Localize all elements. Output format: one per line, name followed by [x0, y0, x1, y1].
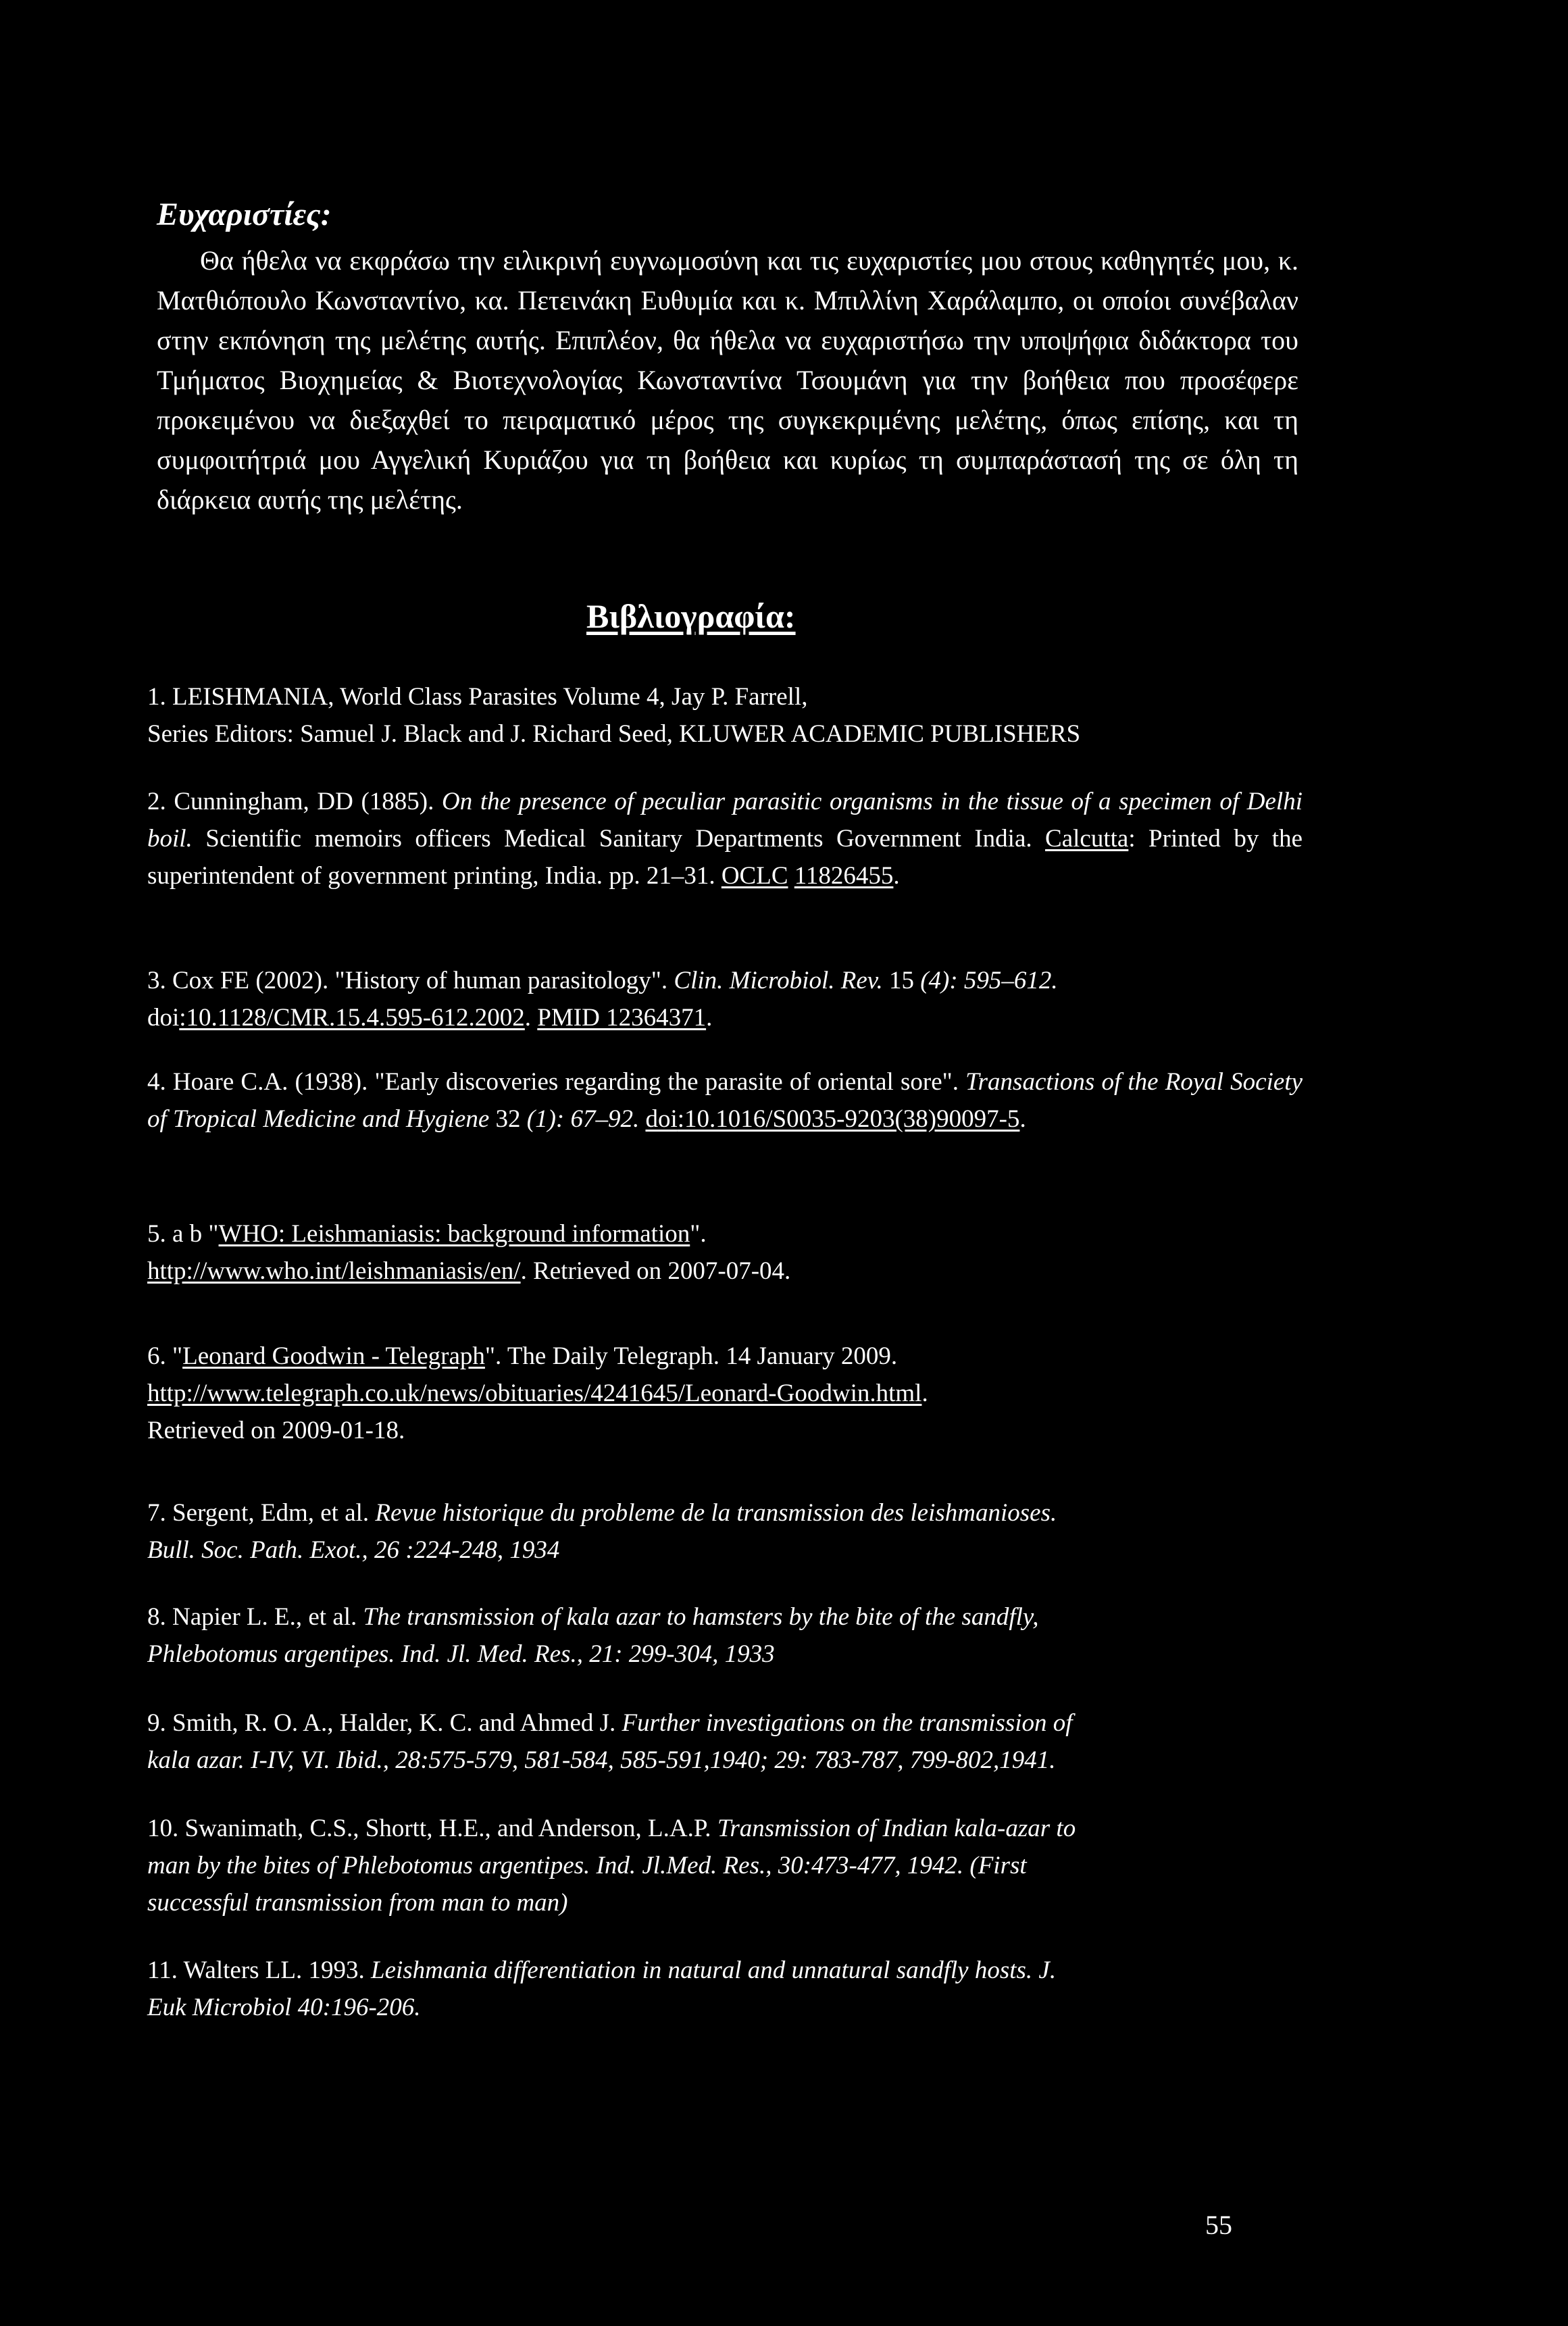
reference-2-source: Scientific memoirs officers Medical Sanitary Departments Government India. [192, 825, 1046, 853]
reference-10-line-2: man by the bites of Phlebotomus argentipes. Ind. Jl.Med. Res., 30:473-477, 1942. (First [147, 1852, 1027, 1879]
reference-2-pages: pp. 21–31. [609, 862, 722, 890]
reference-7-line-2: Bull. Soc. Path. Exot., 26 :224-248, 1934 [147, 1536, 560, 1564]
reference-2-oclc-number-link[interactable]: 11826455 [794, 862, 894, 890]
reference-9 [147, 1704, 1303, 1779]
reference-4-end: . [1019, 1105, 1026, 1133]
reference-7-line-1 [147, 1494, 1303, 1532]
reference-11 [147, 1952, 1303, 2026]
reference-2-publisher: : Printed by the superintendent of government printing, India. [147, 825, 1303, 890]
reference-6-line-1 [147, 1338, 1303, 1375]
page-number: 55 [1205, 2210, 1232, 2240]
reference-7 [147, 1494, 1303, 1569]
reference-10 [147, 1810, 1303, 1921]
reference-5-prefix: 5. a b " [147, 1220, 219, 1248]
reference-8 [147, 1598, 1303, 1673]
reference-2-oclc-link[interactable]: OCLC [721, 862, 788, 890]
reference-3-volume: 15 [882, 967, 921, 994]
reference-3-pmid-link[interactable]: PMID 12364371 [537, 1004, 707, 1032]
acknowledgements-paragraph: Θα ήθελα να εκφράσω την ειλικρινή ευγνωμοσύνη και τις ευχαριστίες μου στους καθηγητές μου, κ. Ματθιόπουλο Κωνσταντίνο, κα. Πετεινάκη Ευθυμία και κ. Μπιλλίνη Χαράλαμπο, οι οποίοι συνέβαλαν στην εκπόνηση της μελέτης αυτής. Επιπλέον, θα ήθελα να ευχαριστήσω την υποψήφια διδάκτορα του Τμήματος Βιοχημείας & Βιοτεχνολογίας Κωνσταντίνα Τσουμάνη για την βοήθεια που προσέφερε προκειμένου να διεξαχθεί το πειραματικό μέρος της συγκεκριμένης μελέτης, όπως επίσης, και τη συμφοιτήτριά μου Αγγελική Κυριάζου για τη βοήθεια και κυρίως τη συμπαράστασή της σε όλη τη διάρκεια αυτής της μελέτης. [157, 245, 1298, 515]
reference-8-line-2: Phlebotomus argentipes. Ind. Jl. Med. Res., 21: 299-304, 1933 [147, 1640, 775, 1668]
reference-3-doi-link[interactable]: :10.1128/CMR.15.4.595-612.2002 [179, 1004, 525, 1032]
reference-2-end: . [893, 862, 900, 890]
reference-9-authors: 9. Smith, R. O. A., Halder, K. C. and Ahmed J. [147, 1709, 622, 1737]
reference-5-line-1 [147, 1215, 1303, 1253]
acknowledgements-body [157, 241, 1298, 520]
reference-9-line-2: kala azar. I-IV, VI. Ibid., 28:575-579, 581-584, 585-591,1940; 29: 783-787, 799-802,1941. [147, 1746, 1056, 1774]
reference-10-line-3: successful transmission from man to man) [147, 1889, 568, 1917]
reference-8-line-1 [147, 1598, 1303, 1636]
reference-6-title-link[interactable]: Leonard Goodwin - Telegraph [182, 1342, 485, 1370]
reference-4-journal: Transactions of the Royal Society of Tropical Medicine and Hygiene [147, 1068, 1303, 1133]
reference-8-authors: 8. Napier L. E., et al. [147, 1603, 363, 1631]
reference-2-city-link[interactable]: Calcutta [1045, 825, 1129, 853]
reference-11-line-1 [147, 1952, 1303, 1989]
reference-6 [147, 1338, 1303, 1449]
reference-2-authors: 2. Cunningham, DD (1885). [147, 788, 442, 815]
reference-9-title: Further investigations on the transmission of [622, 1709, 1073, 1737]
reference-4-pages: (1): 67–92. [526, 1105, 646, 1133]
reference-4-volume: 32 [489, 1105, 527, 1133]
reference-10-title: Transmission of Indian kala-azar to [717, 1815, 1076, 1842]
reference-6-url-link[interactable]: http://www.telegraph.co.uk/news/obituaries/4241645/Leonard-Goodwin.html [147, 1380, 922, 1407]
bibliography-heading: Βιβλιογραφία: [586, 597, 796, 635]
reference-4-doi-link[interactable]: :10.1016/S0035-9203(38)90097-5 [677, 1105, 1020, 1133]
reference-8-title: The transmission of kala azar to hamsters by the bite of the sandfly, [363, 1603, 1039, 1631]
reference-6-end: . [921, 1380, 928, 1407]
reference-3-sep: . [524, 1004, 538, 1032]
reference-5-quote-end: ". [690, 1220, 707, 1248]
reference-5-retrieved: . Retrieved on 2007-07-04. [520, 1257, 791, 1285]
reference-10-line-1 [147, 1810, 1303, 1847]
reference-3-doi-label: doi [147, 1004, 180, 1032]
reference-3-journal: Clin. Microbiol. Rev. [674, 967, 883, 994]
reference-2-title: On the presence of peculiar parasitic organisms in the tissue of a specimen of Delhi boil. [147, 788, 1303, 853]
reference-6-source: ". The Daily Telegraph. 14 January 2009. [484, 1342, 898, 1370]
reference-3 [147, 962, 1303, 1036]
reference-1-line-1: 1. LEISHMANIA, World Class Parasites Volume 4, Jay P. Farrell, [147, 683, 808, 711]
reference-6-line-2 [147, 1375, 1303, 1412]
reference-7-title: Revue historique du probleme de la transmission des leishmanioses. [375, 1499, 1057, 1527]
reference-3-pages: (4): 595–612. [920, 967, 1058, 994]
reference-11-title: Leishmania differentiation in natural and unnatural sandfly hosts. J. [371, 1956, 1057, 1984]
reference-3-authors: 3. Cox FE (2002). "History of human parasitology". [147, 967, 674, 994]
reference-5 [147, 1215, 1303, 1290]
reference-1 [147, 678, 1303, 753]
reference-5-title-link[interactable]: WHO: Leishmaniasis: background information [218, 1220, 690, 1248]
reference-5-url-link[interactable]: http://www.who.int/leishmaniasis/en/ [147, 1257, 521, 1285]
reference-10-authors: 10. Swanimath, C.S., Shortt, H.E., and Anderson, L.A.P. [147, 1815, 717, 1842]
reference-1-line-2: Series Editors: Samuel J. Black and J. Richard Seed, KLUWER ACADEMIC PUBLISHERS [147, 720, 1081, 748]
reference-5-line-2 [147, 1253, 1303, 1290]
acknowledgements-heading: Ευχαριστίες: [157, 197, 332, 232]
reference-4 [147, 1063, 1303, 1138]
reference-9-line-1 [147, 1704, 1303, 1742]
reference-3-end: . [706, 1004, 713, 1032]
reference-4-doi-label[interactable]: doi [645, 1105, 678, 1133]
reference-2 [147, 783, 1303, 894]
reference-7-authors: 7. Sergent, Edm, et al. [147, 1499, 376, 1527]
reference-4-authors: 4. Hoare C.A. (1938). "Early discoveries regarding the parasite of oriental sore". [147, 1068, 966, 1096]
reference-6-prefix: 6. " [147, 1342, 183, 1370]
reference-2-space [788, 862, 794, 890]
reference-6-line-3: Retrieved on 2009-01-18. [147, 1417, 405, 1444]
reference-11-authors: 11. Walters LL. 1993. [147, 1956, 371, 1984]
reference-11-line-2: Euk Microbiol 40:196-206. [147, 1994, 421, 2021]
